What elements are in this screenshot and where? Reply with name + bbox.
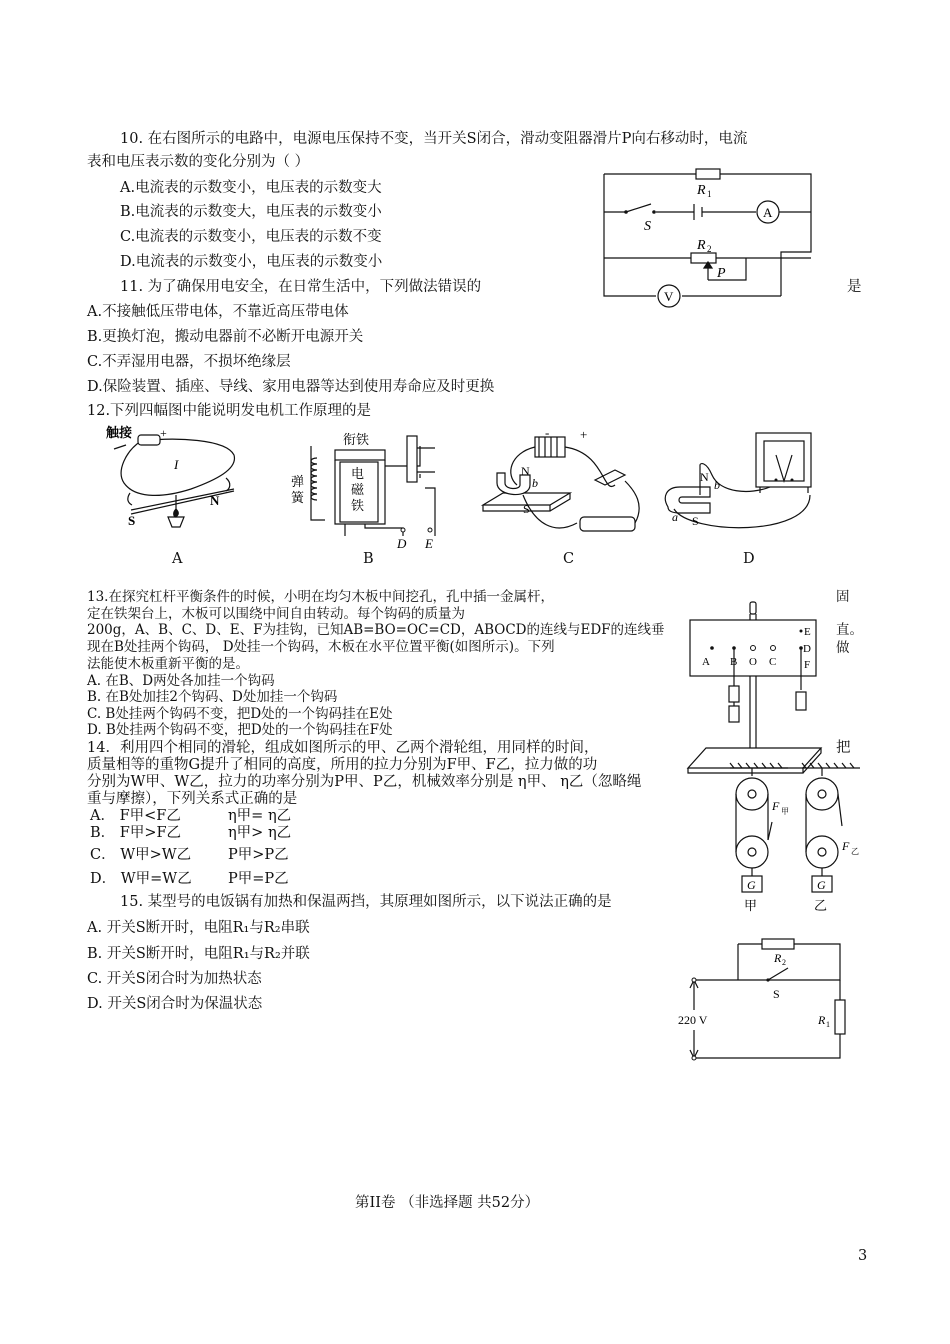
q12-figure-b xyxy=(285,428,450,553)
svg-text:S: S xyxy=(523,502,530,516)
svg-text:G: G xyxy=(817,878,826,892)
q13-stem-tail1: 固 xyxy=(836,589,850,605)
svg-text:1: 1 xyxy=(826,1020,830,1029)
svg-text:S: S xyxy=(644,219,651,234)
svg-text:触接: 触接 xyxy=(106,425,133,440)
q12-figure-d xyxy=(660,425,830,545)
svg-text:N: N xyxy=(700,470,709,484)
svg-text:R: R xyxy=(697,183,706,198)
svg-text:220 V: 220 V xyxy=(678,1013,708,1027)
svg-text:+: + xyxy=(580,427,588,442)
q15-option-b: B. 开关S断开时，电阻R₁与R₂并联 xyxy=(87,946,310,962)
q12-label-c: C xyxy=(563,551,575,567)
q10-option-d: D.电流表的示数变小，电压表的示数变小 xyxy=(120,254,383,270)
svg-text:R: R xyxy=(818,1013,826,1027)
svg-text:1: 1 xyxy=(707,189,712,199)
svg-text:电: 电 xyxy=(351,466,365,481)
svg-text:S: S xyxy=(692,514,699,528)
q15-option-d: D. 开关S闭合时为保温状态 xyxy=(87,996,263,1012)
svg-text:甲: 甲 xyxy=(781,807,789,816)
q10-option-b: B.电流表的示数变大，电压表的示数变小 xyxy=(120,204,382,220)
svg-text:b: b xyxy=(532,476,538,490)
svg-text:衔铁: 衔铁 xyxy=(343,432,370,447)
q11-stem-tail: 是 xyxy=(847,279,862,295)
q11-stem: 11. 为了确保用电安全，在日常生活中，下列做法错误的 xyxy=(120,279,482,295)
svg-text:R: R xyxy=(697,238,706,253)
svg-text:乙: 乙 xyxy=(814,898,828,913)
q14-option-d-right: P甲=P乙 xyxy=(228,871,289,887)
svg-text:F: F xyxy=(842,839,850,853)
svg-text:G: G xyxy=(747,878,756,892)
q14-stem-line2: 质量相等的重物G提升了相同的高度，所用的拉力分别为F甲、F乙，拉力做的功 xyxy=(87,757,598,773)
svg-text:+: + xyxy=(160,426,167,440)
section-title: 第II卷 （非选择题 共52分） xyxy=(355,1195,540,1211)
q14-option-b-right: η甲> η乙 xyxy=(228,825,292,841)
q12-figure-c xyxy=(475,425,645,550)
svg-text:P: P xyxy=(717,266,726,281)
q10-stem-line1: 10. 在右图所示的电路中，电源电压保持不变，当开关S闭合，滑动变阻器滑片P向右移动时，电流 xyxy=(120,131,748,147)
q10-stem-line2: 表和电压表示数的变化分别为（ ） xyxy=(87,154,310,170)
q15-circuit-figure xyxy=(678,932,858,1067)
svg-text:A: A xyxy=(763,205,773,220)
svg-text:甲: 甲 xyxy=(744,898,758,913)
svg-text:乙: 乙 xyxy=(851,847,859,856)
page-number: 3 xyxy=(858,1248,868,1264)
svg-text:F: F xyxy=(804,659,811,671)
q10-option-c: C.电流表的示数变小，电压表的示数不变 xyxy=(120,229,382,245)
q14-option-d-left: D． W甲=W乙 xyxy=(90,871,192,887)
q15-option-a: A. 开关S断开时，电阻R₁与R₂串联 xyxy=(87,920,310,936)
q14-option-a-left: A． F甲<F乙 xyxy=(90,808,181,824)
q10-option-a: A.电流表的示数变小，电压表的示数变大 xyxy=(120,180,382,196)
q12-stem: 12.下列四幅图中能说明发电机工作原理的是 xyxy=(87,403,372,419)
q12-label-d: D xyxy=(743,551,755,567)
q14-stem-line3: 分别为W甲、W乙，拉力的功率分别为P甲、P乙，机械效率分别是 η甲、 η乙（忽略绳 xyxy=(87,774,642,790)
svg-text:F: F xyxy=(772,799,780,813)
q10-r2-resistor xyxy=(691,253,716,263)
q11-option-c: C.不弄湿用电器，不损坏绝缘层 xyxy=(87,354,291,370)
q13-stem-tail2: 直。 xyxy=(836,622,863,638)
q15-r1-resistor xyxy=(835,1000,845,1034)
svg-text:-: - xyxy=(545,425,550,440)
svg-text:R: R xyxy=(774,951,782,965)
svg-text:N: N xyxy=(521,464,530,478)
svg-text:O: O xyxy=(749,656,757,668)
svg-text:弹: 弹 xyxy=(291,474,305,489)
svg-text:D: D xyxy=(803,643,811,655)
svg-text:A: A xyxy=(702,656,710,668)
svg-text:C: C xyxy=(769,656,777,668)
svg-text:簧: 簧 xyxy=(291,490,305,505)
q15-r2-resistor xyxy=(762,939,794,949)
svg-text:2: 2 xyxy=(782,958,786,967)
q11-option-a: A.不接触低压带电体，不靠近高压带电体 xyxy=(87,304,349,320)
q14-stem-line4: 重与摩擦），下列关系式正确的是 xyxy=(87,791,298,807)
svg-text:2: 2 xyxy=(707,244,712,254)
q14-pulley-figure xyxy=(710,760,860,915)
svg-text:铁: 铁 xyxy=(351,498,365,513)
q13-stem-line5: 法能使木板重新平衡的是。 xyxy=(87,656,249,672)
q13-option-b: B. 在B处加挂2个钩码、D处加挂一个钩码 xyxy=(87,689,338,705)
q12-label-a: A xyxy=(172,551,183,567)
q13-stem-line1: 13.在探究杠杆平衡条件的时候，小明在均匀木板中间挖孔，孔中插一金属杆， xyxy=(87,589,554,605)
q14-stem-line1: 14．利用四个相同的滑轮，组成如图所示的甲、乙两个滑轮组，用同样的时间， xyxy=(87,740,599,756)
q13-option-c: C. B处挂两个钩码不变，把D处的一个钩码挂在E处 xyxy=(87,706,393,722)
svg-text:B: B xyxy=(730,656,738,668)
q13-option-d: D. B处挂两个钩码不变，把D处的一个钩码挂在F处 xyxy=(87,722,393,738)
q13-stem-line4: 现在B处挂两个钩码， D处挂一个钩码，木板在水平位置平衡(如图所示)。下列 xyxy=(87,639,555,655)
svg-text:b: b xyxy=(714,478,720,492)
q14-option-b-left: B． F甲>F乙 xyxy=(90,825,182,841)
svg-text:I: I xyxy=(174,457,179,472)
q15-stem: 15. 某型号的电饭锅有加热和保温两挡，其原理如图所示，以下说法正确的是 xyxy=(120,894,612,910)
q13-option-a: A. 在B、D两处各加挂一个钩码 xyxy=(87,673,275,689)
svg-text:S: S xyxy=(773,987,780,1001)
svg-text:N: N xyxy=(210,493,220,508)
q14-option-c-right: P甲>P乙 xyxy=(228,847,289,863)
q15-option-c: C. 开关S闭合时为加热状态 xyxy=(87,971,262,987)
q12-figure-a xyxy=(96,425,256,545)
q13-stem-tail3: 做 xyxy=(836,640,850,656)
svg-text:S: S xyxy=(128,513,136,528)
q11-option-d: D.保险装置、插座、导线、家用电器等达到使用寿命应及时更换 xyxy=(87,379,495,395)
q13-stem-line2: 定在铁架台上，木板可以围绕中间自由转动。每个钩码的质量为 xyxy=(87,606,465,622)
q14-option-a-right: η甲= η乙 xyxy=(228,808,292,824)
q10-r1-top-resistor xyxy=(696,169,720,179)
q13-stem-line3: 200g，A、B、C、D、E、F为挂钩，已知AB=BO=OC=CD，ABOCD的连线与EDF的连线垂 xyxy=(87,622,665,638)
svg-text:V: V xyxy=(664,289,674,304)
svg-text:磁: 磁 xyxy=(351,482,365,497)
svg-text:D: D xyxy=(397,536,407,551)
svg-text:a: a xyxy=(672,510,678,524)
svg-text:E: E xyxy=(804,626,811,638)
svg-text:E: E xyxy=(425,536,433,551)
q14-option-c-left: C． W甲>W乙 xyxy=(90,847,192,863)
q10-circuit-figure xyxy=(596,160,836,310)
q11-option-b: B.更换灯泡，搬动电器前不必断开电源开关 xyxy=(87,329,364,345)
q12-label-b: B xyxy=(363,551,374,567)
q14-stem-tail1: 把 xyxy=(836,740,851,756)
